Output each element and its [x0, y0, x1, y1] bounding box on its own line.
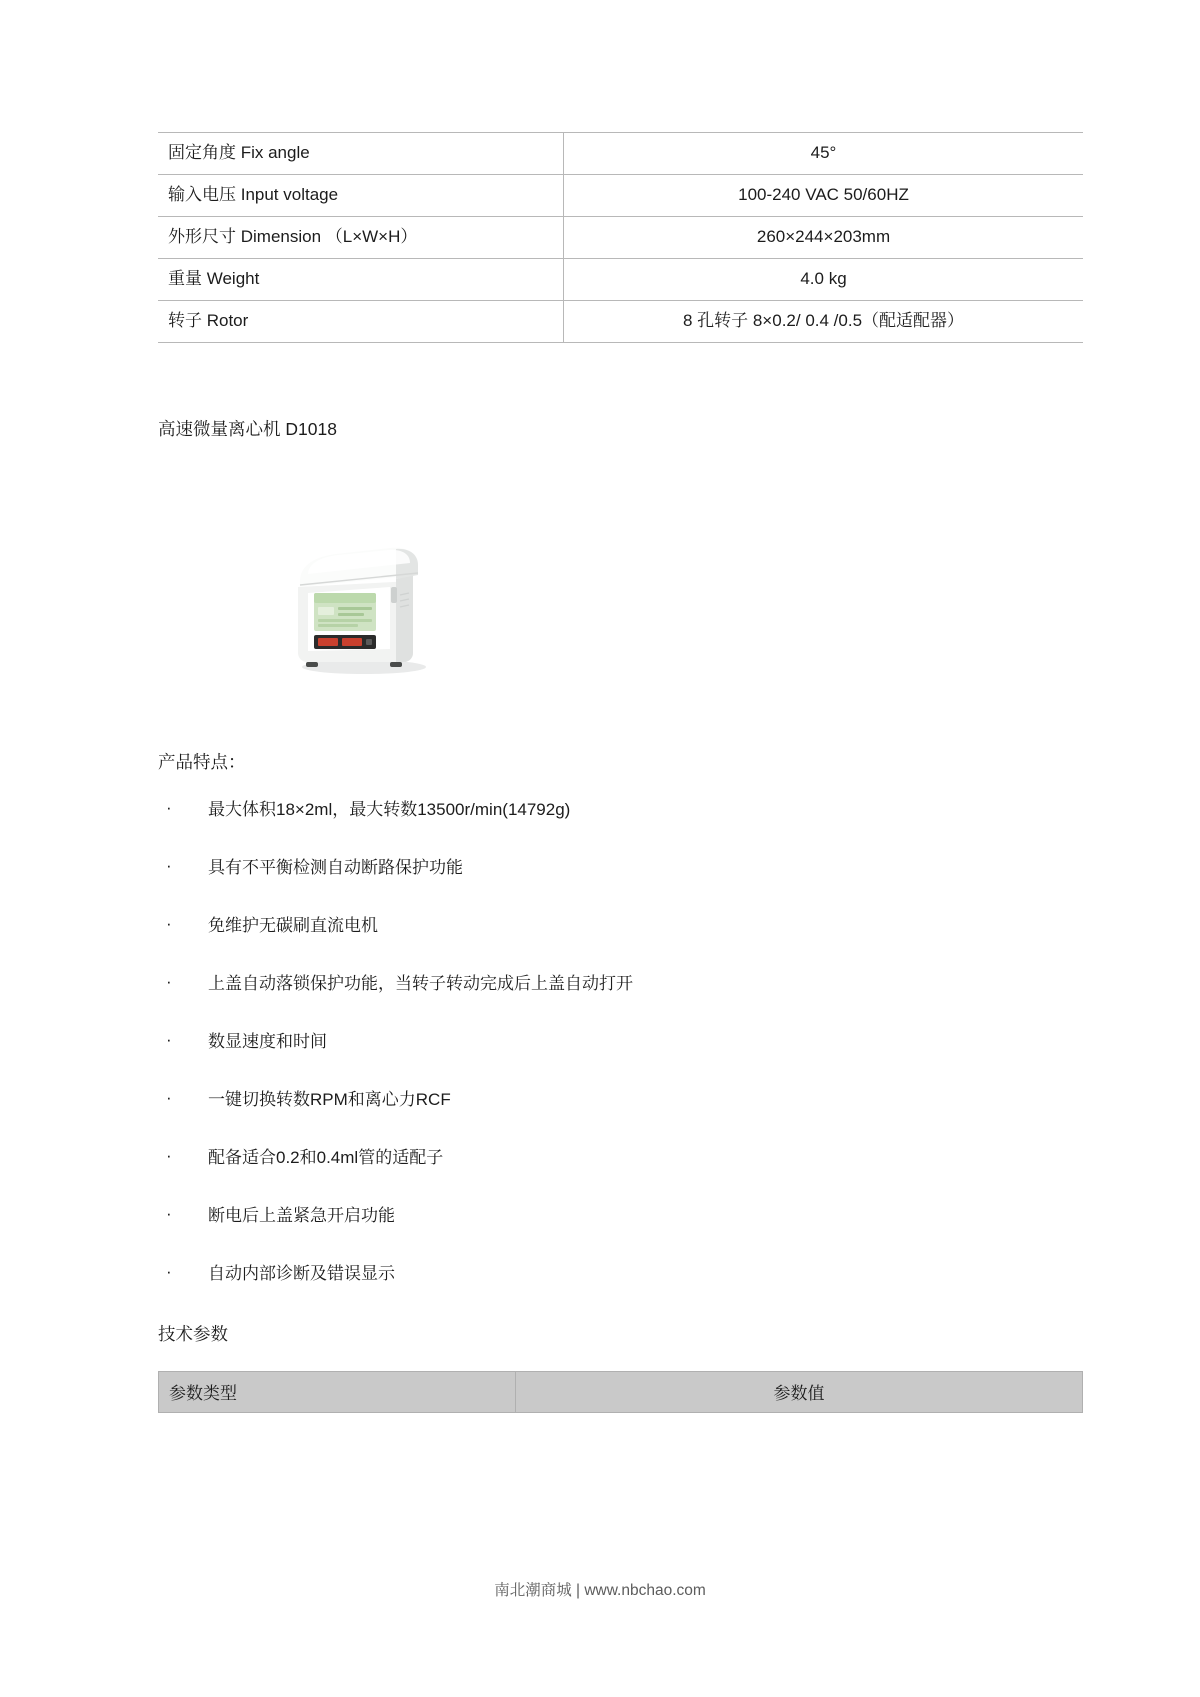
list-item [158, 857, 1083, 880]
list-item [158, 1263, 1083, 1286]
bullet-icon: · [166, 1088, 172, 1108]
list-item-label: 具有不平衡检测自动断路保护功能 [208, 858, 463, 878]
features-list [158, 799, 1083, 1285]
product-image-container [158, 531, 1083, 701]
params-table [158, 1371, 1083, 1413]
list-item-label: 自动内部诊断及错误显示 [208, 1263, 395, 1283]
bullet-icon: · [166, 1030, 172, 1050]
spec-label: 外形尺寸 Dimension （L×W×H） [158, 217, 564, 259]
spec-value: 100-240 VAC 50/60HZ [564, 175, 1084, 217]
list-item [158, 1089, 1083, 1112]
column-header-value: 参数值 [516, 1371, 1083, 1412]
bullet-icon: · [166, 798, 172, 818]
centrifuge-product-photo [278, 531, 448, 683]
spec-label: 固定角度 Fix angle [158, 133, 564, 175]
table-row [158, 217, 1083, 259]
bullet-icon: · [166, 1204, 172, 1224]
list-item-label: 免维护无碳刷直流电机 [208, 916, 378, 936]
spec-value: 4.0 kg [564, 259, 1084, 301]
product-model-heading: 高速微量离心机 D1018 [158, 419, 337, 440]
spec-label: 输入电压 Input voltage [158, 175, 564, 217]
bullet-icon: · [166, 1261, 172, 1281]
list-item [158, 1205, 1083, 1228]
list-item [158, 1031, 1083, 1054]
spec-label: 重量 Weight [158, 259, 564, 301]
list-item-label: 配备适合0.2和0.4ml管的适配子 [208, 1148, 444, 1168]
list-item [158, 799, 1083, 822]
document-content [158, 132, 1083, 1413]
list-item-label: 最大体积18×2ml，最大转数13500r/min(14792g) [208, 800, 571, 820]
list-item-label: 一键切换转数RPM和离心力RCF [208, 1090, 451, 1110]
table-row [158, 133, 1083, 175]
list-item [158, 973, 1083, 996]
bullet-icon: · [166, 972, 172, 992]
page-footer: 南北潮商城 | www.nbchao.com [494, 1582, 706, 1599]
bullet-icon: · [166, 1146, 172, 1166]
list-item [158, 915, 1083, 938]
spec-label: 转子 Rotor [158, 301, 564, 343]
table-row [158, 301, 1083, 343]
spec-value: 260×244×203mm [564, 217, 1084, 259]
tech-params-heading: 技术参数 [158, 1323, 228, 1344]
bullet-icon: · [166, 856, 172, 876]
spec-value: 8 孔转子 8×0.2/ 0.4 /0.5（配适配器） [564, 301, 1084, 343]
table-header-row [159, 1371, 1083, 1412]
spec-value: 45° [564, 133, 1084, 175]
table-row [158, 175, 1083, 217]
list-item-label: 断电后上盖紧急开启功能 [208, 1206, 395, 1226]
column-header-type: 参数类型 [159, 1371, 516, 1412]
list-item-label: 上盖自动落锁保护功能，当转子转动完成后上盖自动打开 [208, 974, 633, 994]
list-item-label: 数显速度和时间 [208, 1032, 327, 1052]
bullet-icon: · [166, 914, 172, 934]
list-item [158, 1147, 1083, 1170]
spec-table [158, 132, 1083, 343]
table-row [158, 259, 1083, 301]
features-heading: 产品特点： [158, 752, 246, 773]
